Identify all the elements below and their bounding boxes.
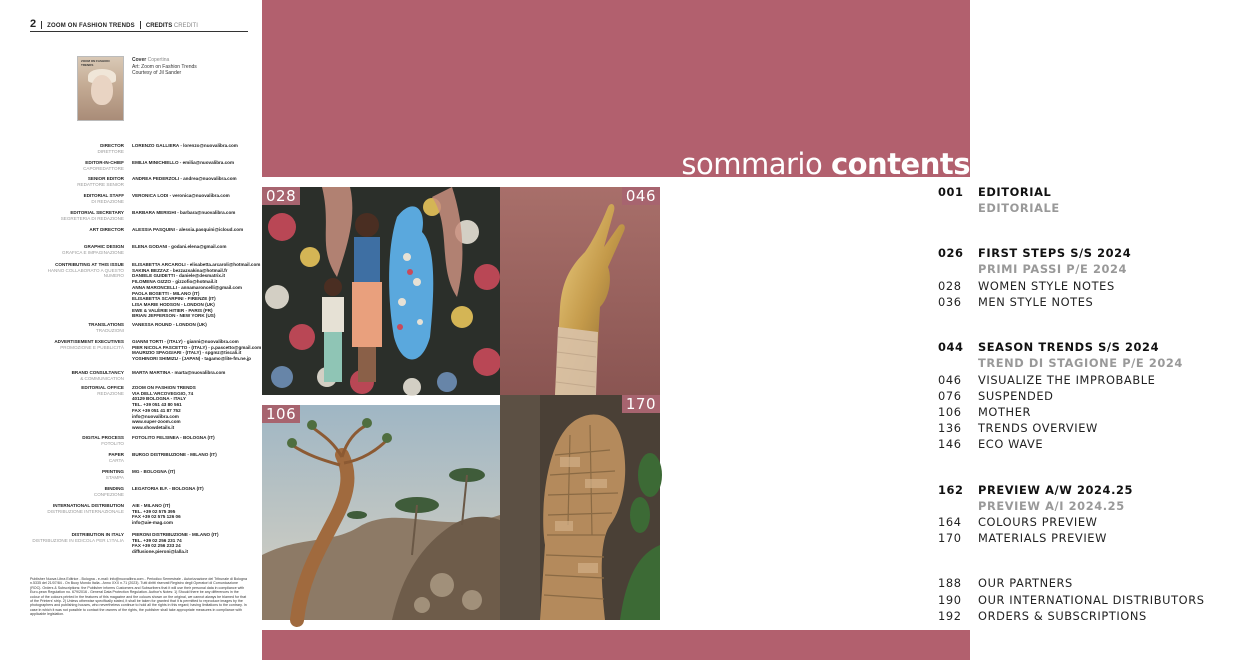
page-badge: 170 (622, 395, 660, 413)
credit-line: FAX +39 02 575 126 06 (132, 514, 181, 520)
credit-line: PIERONI DISTRIBUZIONE - MILANO (IT) (132, 532, 219, 537)
photo-mother-image (262, 405, 500, 620)
credit-role (30, 385, 124, 396)
credit-line: ELISABETTA SCARPINI - FIRENZE (IT) (132, 296, 216, 302)
credit-role-en: EDITOR-IN-CHIEF (85, 160, 124, 165)
toc-label: TRENDS OVERVIEW (978, 421, 1098, 435)
toc-label: OUR PARTNERS (978, 576, 1073, 590)
toc-label: FIRST STEPS S/S 2024 (978, 246, 1132, 260)
credit-role (30, 227, 124, 233)
title-english: contents (830, 147, 970, 181)
photo-materials-preview[interactable] (500, 395, 660, 620)
credit-line: SAKINA BEZZAZ - bezzazsakina@hotmail.fr (132, 267, 228, 273)
credit-names (132, 370, 282, 376)
toc-entry[interactable] (938, 593, 1205, 607)
credit-role-it: CONFEZIONE (93, 491, 124, 497)
credit-role (30, 339, 124, 350)
toc-page-number: 106 (938, 405, 962, 419)
credit-role (30, 532, 124, 543)
credit-line: BARBARA MERIGHI - barbara@nuovalibra.com (132, 210, 236, 215)
toc-entry[interactable] (938, 185, 1051, 199)
toc-page-number: 076 (938, 389, 962, 403)
toc-entry[interactable] (938, 201, 1060, 215)
credit-role (30, 322, 124, 333)
credit-names (132, 227, 282, 233)
credit-line: MARTA MARTINA - marta@nuovalibra.com (132, 370, 226, 375)
credit-role-en: DIRECTOR (100, 143, 124, 148)
credit-names (132, 160, 282, 166)
toc-page-number: 026 (938, 246, 964, 260)
credit-line: TEL. +39 051 43 80 561 (132, 402, 182, 408)
credit-role-it: DIRETTORE (97, 148, 124, 154)
toc-page-number: 046 (938, 373, 962, 387)
cover-thumbnail (77, 56, 124, 121)
credit-role-en: BINDING (104, 486, 124, 491)
toc-page-number: 044 (938, 340, 964, 354)
cover-caption: Cover Copertina Art: Zoom on Fashion Trends Courtesy of Jil Sander (132, 57, 197, 76)
toc-label: COLOURS PREVIEW (978, 515, 1098, 529)
toc-entry[interactable] (938, 246, 1131, 260)
credit-names (132, 486, 282, 492)
credit-line: info@aie-mag.com (132, 520, 173, 526)
toc-entry[interactable] (938, 515, 1098, 529)
toc-label: MATERIALS PREVIEW (978, 531, 1107, 545)
credit-role-en: EDITORIAL STAFF (83, 193, 124, 198)
credit-line: TEL. +39 02 256 231 74 (132, 537, 182, 543)
credit-role (30, 486, 124, 497)
credit-role-it: REDAZIONE (97, 390, 124, 396)
credit-line: MG - BOLOGNA (IT) (132, 469, 176, 474)
credit-names (132, 532, 282, 555)
photo-women-style-image (262, 187, 500, 395)
credit-line: TEL. +39 02 575 395 (132, 508, 176, 514)
toc-label: MEN STYLE NOTES (978, 295, 1094, 309)
toc-entry[interactable] (938, 499, 1125, 513)
title-italian: sommario (681, 147, 831, 181)
toc-page-number: 170 (938, 531, 962, 545)
toc-label: TREND DI STAGIONE P/E 2024 (978, 356, 1183, 370)
photo-materials-preview-image (500, 395, 660, 620)
toc-page-number: 162 (938, 483, 964, 497)
credit-line: LEGATORIA B.F. - BOLOGNA (IT) (132, 486, 204, 491)
credit-role-it: TRADUZIONI (95, 327, 124, 333)
credit-line: FAX +39 02 256 233 24 (132, 543, 181, 549)
credit-line: info@nuovalibra.com (132, 413, 179, 419)
page-header (30, 16, 248, 32)
credit-role-it: GRAFICA E IMPAGINAZIONE (62, 249, 124, 255)
credit-names (132, 503, 282, 526)
toc-entry[interactable] (938, 373, 1155, 387)
credit-role (30, 193, 124, 204)
credit-role-en: ADVERTISEMENT EXECUTIVES (54, 339, 124, 344)
toc-label: ORDERS & SUBSCRIPTIONS (978, 609, 1147, 623)
credit-role (30, 262, 124, 279)
toc-label: PREVIEW A/W 2024.25 (978, 483, 1134, 497)
credit-role-en: GRAPHIC DESIGN (83, 244, 124, 249)
credit-names (132, 339, 282, 362)
toc-label: ECO WAVE (978, 437, 1044, 451)
credit-role-en: TRANSLATIONS (88, 322, 124, 327)
toc-label: MOTHER (978, 405, 1032, 419)
credit-line: AIE - MILANO (IT) (132, 503, 171, 508)
credit-line: ELENA GODANI - godani.elena@gmail.com (132, 244, 227, 249)
credit-line: GIANNI TORTI - (ITALY) - gianni@nuovalibra.com (132, 339, 239, 344)
credit-role-it: CAPOREDATTORE (83, 165, 124, 171)
toc-label: VISUALIZE THE IMPROBABLE (978, 373, 1156, 387)
credit-line: DANIELE GUIDETTI - daniele@desmatrix.it (132, 273, 226, 279)
credit-line: MAURIZIO SPAGGIARI - (ITALY) - spgmz@tiscali.it (132, 350, 242, 356)
toc-page-number: 190 (938, 593, 962, 607)
credit-line: EMILIA MINICHIELLO - emilia@nuovalibra.com (132, 160, 235, 165)
toc-page-number: 136 (938, 421, 962, 435)
credit-names (132, 210, 282, 216)
credit-names (132, 452, 282, 458)
credit-line: PIER NICOLA PASCETTO - (ITALY) - p.pascetto@gmail.com (132, 344, 262, 350)
toc-page-number: 192 (938, 609, 962, 623)
toc-entry[interactable] (938, 576, 1073, 590)
credit-role-it: PROMOZIONE E PUBBLICITÀ (60, 344, 124, 350)
credit-role (30, 469, 124, 480)
toc-entry[interactable] (938, 356, 1183, 370)
toc-label: PREVIEW A/I 2024.25 (978, 499, 1125, 513)
credit-line: ALESSIA PASQUINI - alessia.pasquini@icloud.com (132, 227, 244, 232)
toc-page-number: 146 (938, 437, 962, 451)
credit-role-it: & COMMUNICATION (80, 375, 124, 381)
toc-page-number: 164 (938, 515, 962, 529)
credit-line: BRIAN JEFFERSON - NEW YORK (US) (132, 313, 216, 319)
cover-thumbnail-title: ZOOM ON FASHION TRENDS (81, 59, 110, 67)
page-badge: 046 (622, 187, 660, 205)
page-number: 2 (30, 18, 37, 30)
credit-line: FILOMENA GIZZO - gizzofio@hotmail.it (132, 279, 218, 285)
toc-label: WOMEN STYLE NOTES (978, 279, 1115, 293)
credit-role-en: SENIOR EDITOR (87, 176, 124, 181)
credit-line: diffusione.pieroni@lalla.it (132, 549, 189, 555)
credit-line: BURGO DISTRIBUZIONE - MILANO (IT) (132, 452, 217, 457)
toc-entry[interactable] (938, 389, 1054, 403)
credit-role (30, 176, 124, 187)
credit-role-en: INTERNATIONAL DISTRIBUTION (52, 503, 124, 508)
credit-line: FAX +39 051 41 87 752 (132, 407, 181, 413)
credit-role-it: DI REDAZIONE (91, 198, 124, 204)
credit-line: VIA DELL'ARCOVEGGIO, 74 (132, 390, 194, 396)
header-divider (41, 21, 42, 29)
credits-page (0, 0, 262, 660)
credit-line: ELISABETTA ARCAROLI - elisabetta.arcaroli@hotmail.com (132, 262, 261, 267)
credit-names (132, 322, 282, 328)
legal-notice: Publisher Nuova Libra Editrice - Bologna - e-mail: info@nuovalibra.com - Periodico Semestrale - Autorizzazione del Tribunale di Bologna n.5335 del 21/07/84 - On Buoy Mondo Italia - Anno XXX n.71 (2023). Tutti diritti riservati Registro degli Operatori di Comunicazione (ROC). Orders & Subscriptions: the Publisher informs Customers and Subscribers that it will use their personal data in compliance with Euro-pean Regulation no. 679/2016 - General Data Protection Regulation. Author's Notes: 1) Should there be any differences in the colour of the colours printed in the features of this magazine and the colours shown on the original, we cannot always be blamed for that of the Printers' strip. 2) Unless otherwise specifically stated, it shall be taken for granted that it is permitted to reproduce images by the photographers and publishing houses, who nevertheless continue to hold all the rights in this regard; having limitations to the contrary. In case in which it was not possible to contact the owners of the rights, the publisher shall take appropriate measures in compliance with applicable legislation. (30, 577, 247, 617)
credit-line: ANNA MARONCELLI - annamaroncelli@gmail.com (132, 284, 242, 290)
credit-role (30, 160, 124, 171)
credit-line: FOTOLITO FELSINEA - BOLOGNA (IT) (132, 435, 215, 440)
credit-role-en: EDITORIAL SECRETARY (70, 210, 124, 215)
section-name: CREDITS CREDITI (145, 23, 198, 29)
credit-line: ANDREA PEDERZOLI - andrea@nuovalibra.com (132, 176, 237, 181)
credit-role-it: HANNO COLLABORATO A QUESTO NUMERO (47, 267, 124, 279)
toc-entry[interactable] (938, 405, 1031, 419)
credit-role-en: DISTRIBUTION IN ITALY (71, 532, 124, 537)
credit-role-en: DIGITAL PROCESS (82, 435, 124, 440)
credit-role (30, 143, 124, 154)
credit-role (30, 210, 124, 221)
toc-entry[interactable] (938, 609, 1147, 623)
credit-role (30, 370, 124, 381)
credit-line: PAOLA BOSETTI - MILANO (IT) (132, 290, 200, 296)
credit-names (132, 143, 282, 149)
credit-line: ZOOM ON FASHION TRENDS (132, 385, 196, 390)
toc-label: SEASON TRENDS S/S 2024 (978, 340, 1160, 354)
credit-names (132, 244, 282, 250)
toc-label: SUSPENDED (978, 389, 1054, 403)
toc-entry[interactable] (938, 295, 1093, 309)
credit-role (30, 452, 124, 463)
credit-names (132, 176, 282, 182)
toc-entry[interactable] (938, 483, 1133, 497)
photo-women-style[interactable] (262, 187, 500, 395)
credit-role-it: CARTA (108, 457, 124, 463)
toc-page-number: 188 (938, 576, 962, 590)
toc-label: EDITORIAL (978, 185, 1052, 199)
magazine-name: ZOOM ON FASHION TRENDS (47, 23, 135, 29)
photo-visualize-improbable-image (500, 187, 660, 395)
credit-role-en: ART DIRECTOR (89, 227, 124, 232)
footer-color-block (262, 630, 970, 660)
credit-line: VANESSA ROUND - LONDON (UK) (132, 322, 207, 327)
toc-label: EDITORIALE (978, 201, 1060, 215)
toc-entry[interactable] (938, 340, 1159, 354)
photo-visualize-improbable[interactable] (500, 187, 660, 395)
toc-entry[interactable] (938, 531, 1107, 545)
credit-role-en: CONTRIBUTING AT THIS ISSUE (55, 262, 124, 267)
credit-line: 40129 BOLOGNA - ITALY (132, 396, 186, 402)
toc-entry[interactable] (938, 421, 1098, 435)
credit-role-it: FOTOLITO (101, 440, 124, 446)
page-badge: 028 (262, 187, 300, 205)
toc-entry[interactable] (938, 437, 1043, 451)
credit-names (132, 435, 282, 441)
credit-role-it: DISTRIBUZIONE INTERNAZIONALE (47, 508, 124, 514)
credit-line: EWE & VALÉRIE HITIER - PARIS (FR) (132, 307, 213, 313)
toc-page-number: 028 (938, 279, 962, 293)
toc-label: OUR INTERNATIONAL DISTRIBUTORS (978, 593, 1205, 607)
toc-entry[interactable] (938, 279, 1115, 293)
credit-role-it: DISTRIBUZIONE IN EDICOLA PER L'ITALIA (32, 537, 124, 543)
page-badge: 106 (262, 405, 300, 423)
page-title (681, 146, 970, 182)
credit-role-en: PAPER (108, 452, 124, 457)
credit-line: YOSHINORI SHIMIZU - (JAPAN) - tagamo@lite-fm.ne.jp (132, 356, 251, 362)
toc-label: PRIMI PASSI P/E 2024 (978, 262, 1128, 276)
credit-line: www.showdetails.it (132, 424, 175, 430)
credit-line: LISA MARIE HODSON - LONDON (UK) (132, 301, 215, 307)
credit-role-it: STAMPA (105, 474, 124, 480)
header-divider (140, 21, 141, 29)
credit-names (132, 262, 282, 319)
toc-page-number: 036 (938, 295, 962, 309)
credit-role (30, 244, 124, 255)
credit-role-en: EDITORIAL OFFICE (81, 385, 124, 390)
credit-line: LORENZO GALLIERA - lorenzo@nuovalibra.com (132, 143, 238, 148)
credit-role-en: BRAND CONSULTANCY (71, 370, 124, 375)
credit-line: VERONICA LODI - veronica@nuovalibra.com (132, 193, 230, 198)
credit-line: www.super-zoom.com (132, 419, 181, 425)
toc-entry[interactable] (938, 262, 1127, 276)
credit-names (132, 193, 282, 199)
credit-role-it: SEGRETERIA DI REDAZIONE (60, 215, 124, 221)
credit-names (132, 385, 282, 431)
credit-role-en: PRINTING (102, 469, 124, 474)
photo-mother[interactable] (262, 405, 500, 620)
credit-role (30, 435, 124, 446)
credit-role (30, 503, 124, 514)
credit-role-it: REDATTORE SENIOR (77, 181, 124, 187)
credit-names (132, 469, 282, 475)
contents-page (262, 0, 1205, 660)
toc-page-number: 001 (938, 185, 964, 199)
